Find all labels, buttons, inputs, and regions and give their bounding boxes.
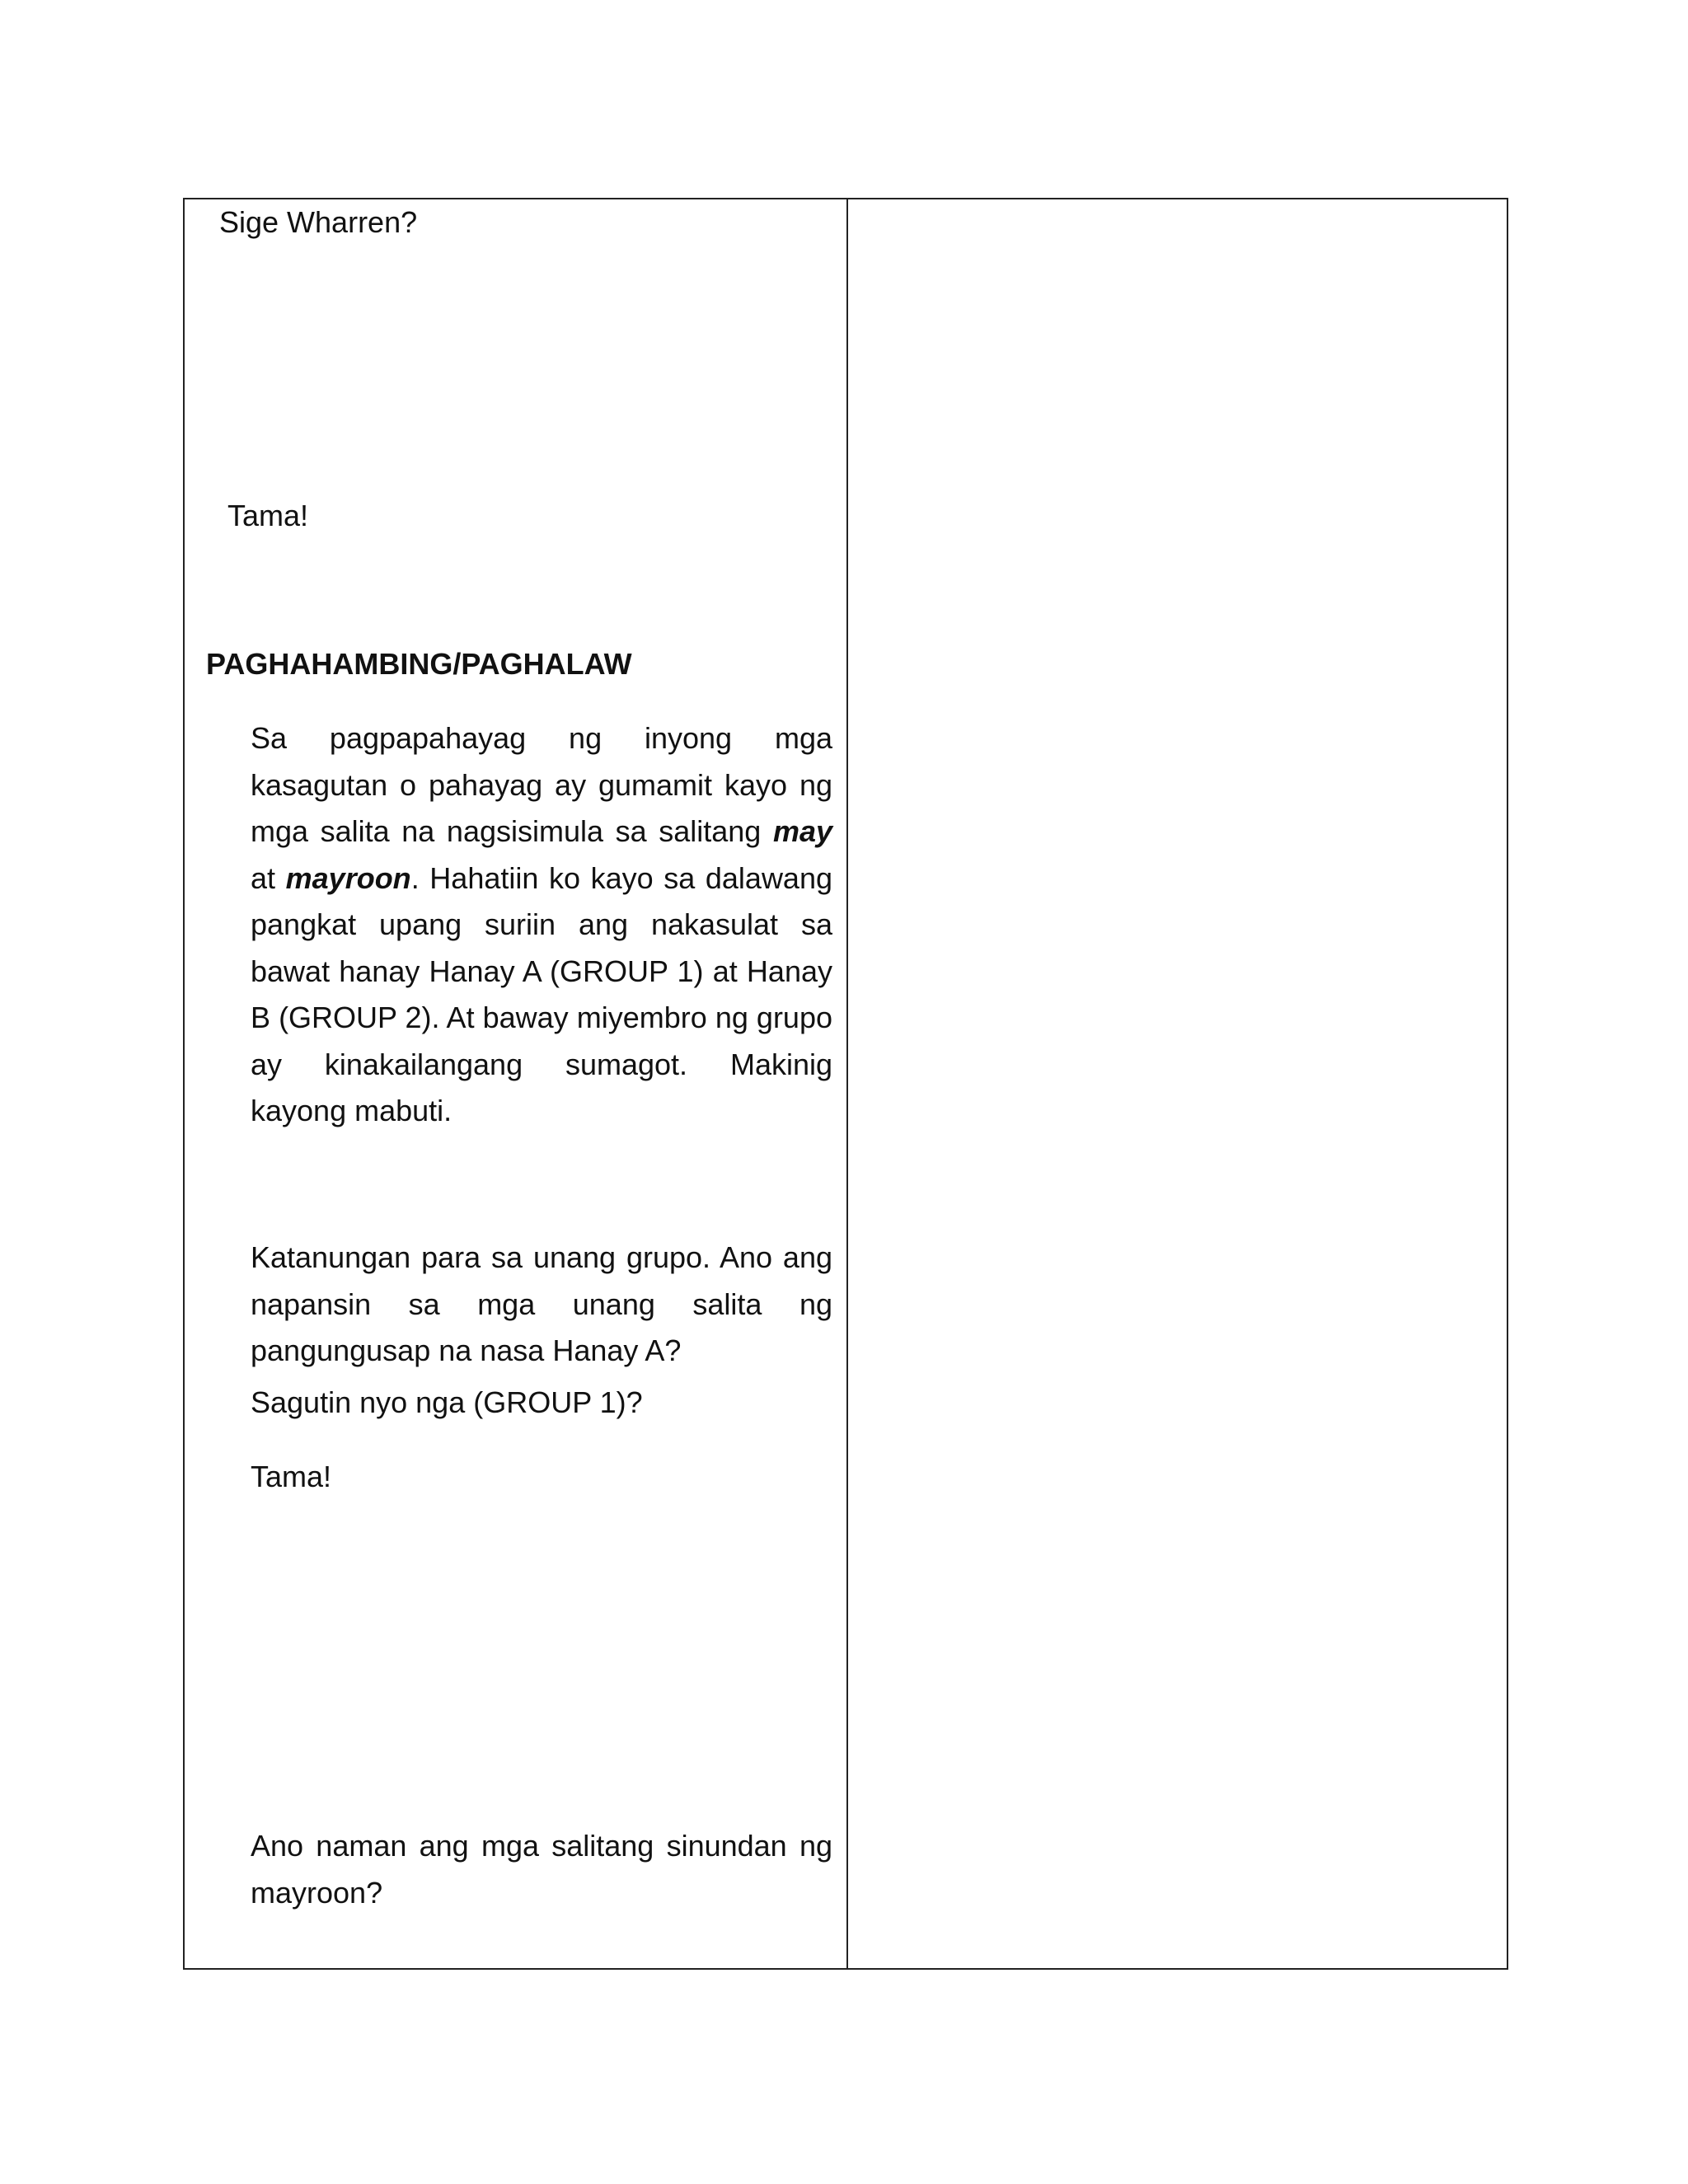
instruction-text-part1: Sa pagpapahayag ng inyong mga kasagutan o pahayag ay gumamit kayo ng mga salita na nagsisimula sa salitang (251, 721, 832, 848)
group-prompt-line: Sagutin nyo nga (GROUP 1)? (251, 1385, 643, 1419)
student-column-cell (848, 199, 1507, 1968)
instruction-paragraph (251, 715, 832, 1135)
instruction-text-part3: . Hahatiin ko kayo sa dalawang pangkat upang suriin ang nakasulat sa bawat hanay Hanay A (GROUP 1) at Hanay B (GROUP 2). At baway miyembro ng grupo ay kinakailangang sumagot. Makinig kayong mabuti. (251, 860, 832, 1127)
keyword-mayroon: mayroon (285, 860, 411, 895)
question-paragraph: Katanungan para sa unang grupo. Ano ang napansin sa mga unang salita ng pangungusap na nasa Hanay A? (251, 1240, 832, 1367)
instruction-text-part2: at (251, 860, 286, 895)
affirmation-line-2: Tama! (251, 1460, 332, 1493)
affirmation-line: Tama! (227, 499, 309, 532)
teacher-column-cell (185, 199, 846, 1968)
lesson-table (183, 198, 1508, 1970)
follow-up-question-paragraph: Ano naman ang mga salitang sinundan ng mayroon? (251, 1829, 832, 1910)
keyword-may: may (772, 814, 832, 848)
section-heading: PAGHAHAMBING/PAGHALAW (206, 647, 632, 681)
prompt-line: Sige Wharren? (219, 205, 418, 239)
